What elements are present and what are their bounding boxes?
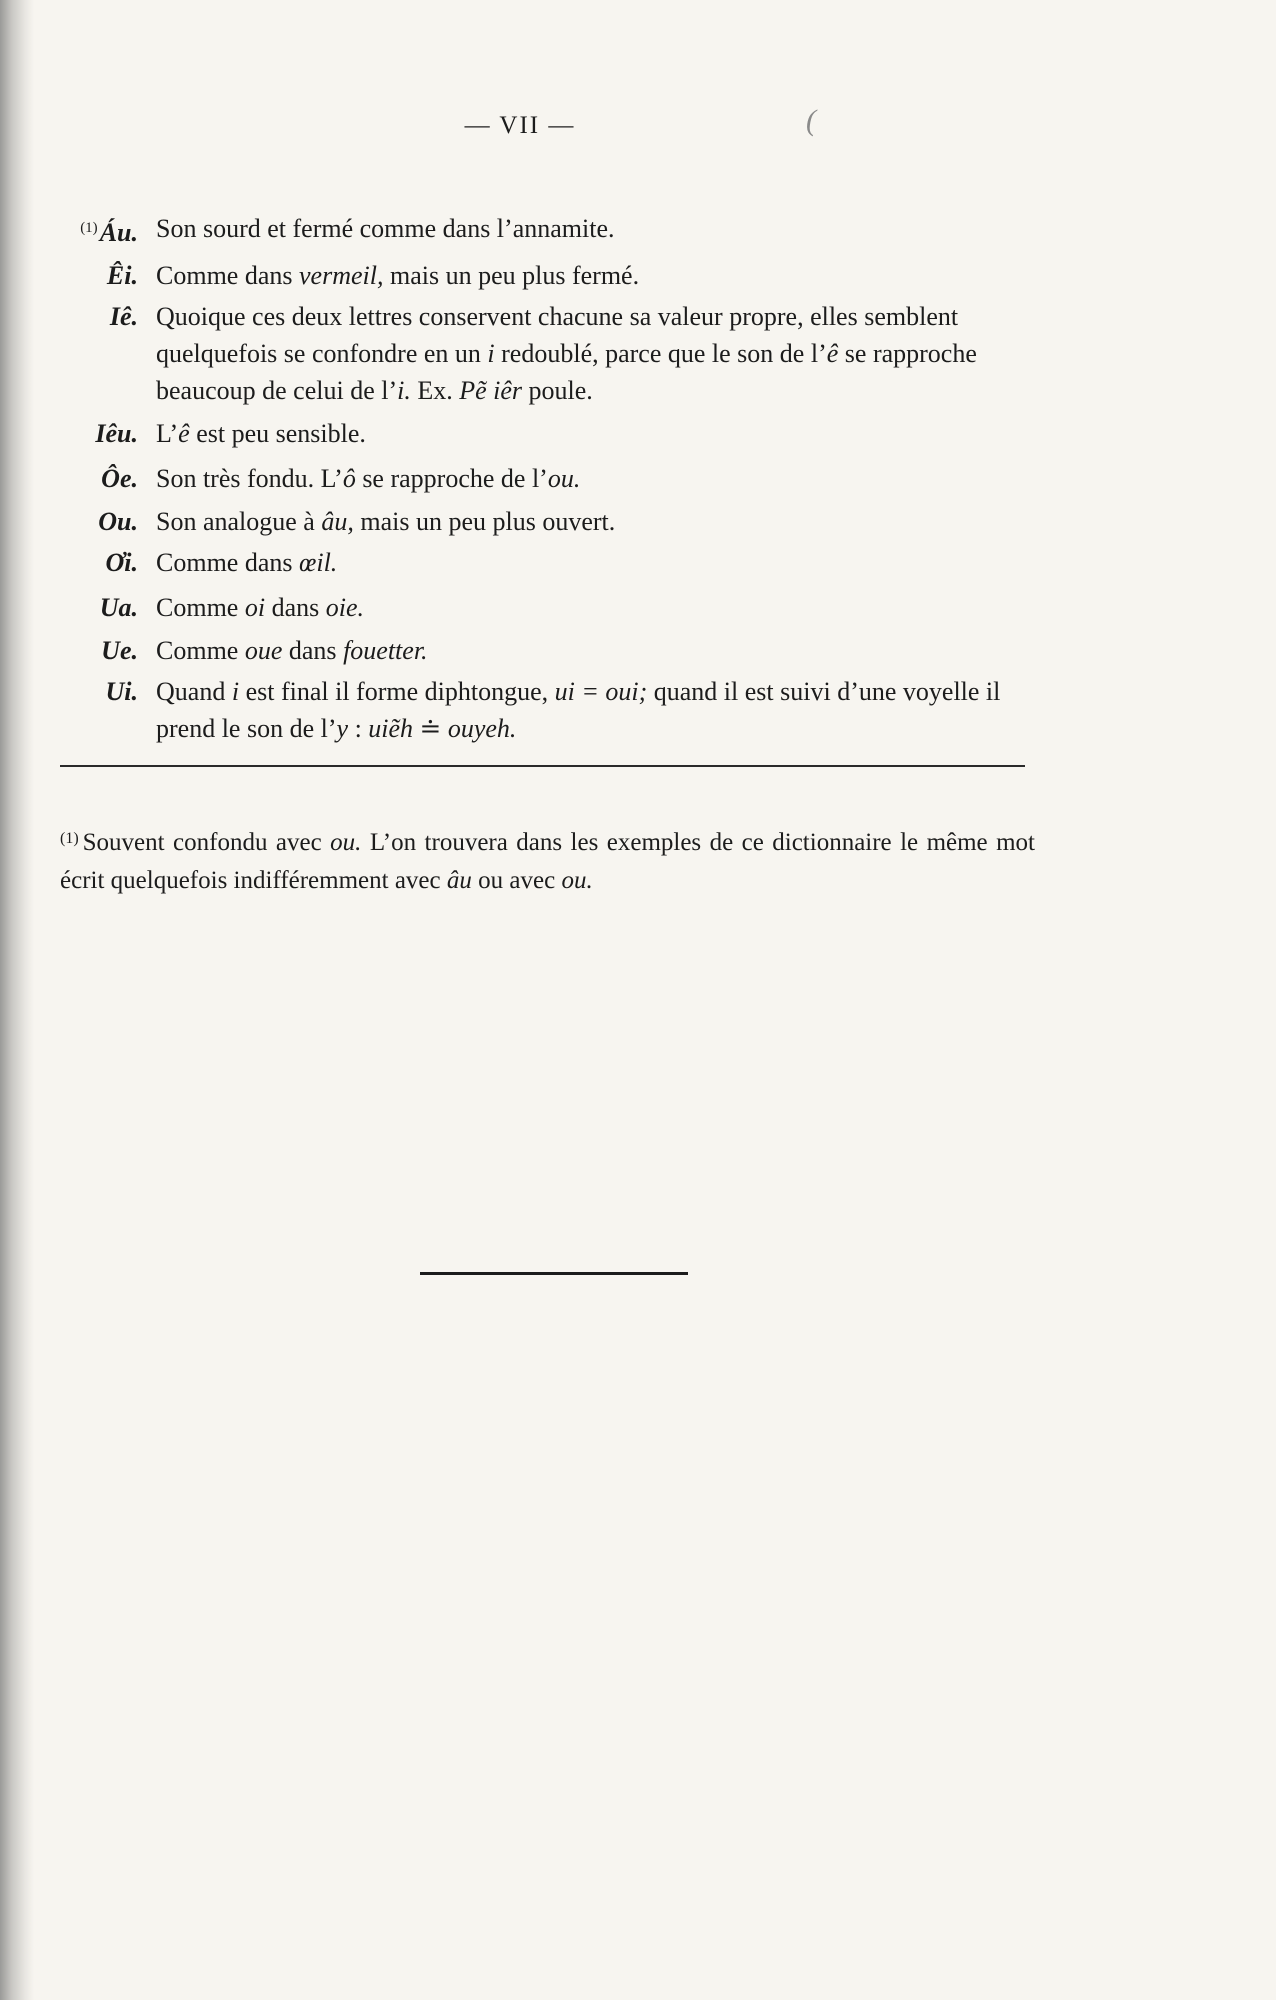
- entry-definition: Son très fondu. L’ô se rapproche de l’ou.: [156, 464, 581, 493]
- entry-definition: Comme oi dans oie.: [156, 593, 365, 622]
- entry-ie: [44, 298, 1034, 409]
- book-spine-shadow: [0, 0, 34, 2000]
- entry-definition: Comme dans œil.: [156, 548, 338, 577]
- entry-term: Ue.: [101, 636, 138, 665]
- entry-term: Ui.: [105, 677, 138, 706]
- entry-definition: Comme oue dans fouetter.: [156, 636, 428, 665]
- entry-ue: [44, 632, 1034, 669]
- entry-term: Ơi.: [105, 548, 138, 577]
- entry-definition: Quand i est final il forme diphtongue, ui = oui; quand il est suivi d’une voyelle il prend le son de l’y : uiẽh ≐ ouyeh.: [156, 677, 1001, 743]
- footnote-separator: [60, 765, 1025, 767]
- entry-definition: Comme dans vermeil, mais un peu plus fermé.: [156, 261, 640, 290]
- entry-ou: [44, 503, 1034, 540]
- entry-term: Ôe.: [101, 464, 138, 493]
- entry-ui: [44, 673, 1034, 747]
- footnote: $^{(1)}$ Souvent confondu avec ou. L’on trouvera dans les exemples de ce dictionnaire le même mot écrit quelquefois indifféremment avec âu ou avec ou.: [60, 829, 1035, 894]
- pencil-mark: (: [806, 104, 816, 137]
- entry-oe: [44, 460, 1034, 497]
- entry-definition: Quoique ces deux lettres conservent chacune sa valeur propre, elles semblent quelquefois se confondre en un i redoublé, parce que le son de l’ê se rapproche beaucoup de celui de l’i. Ex. Pẽ iêr poule.: [156, 302, 977, 405]
- entry-term: Ua.: [99, 593, 138, 622]
- entry-ua: [44, 589, 1034, 626]
- page-number: — VII —: [464, 112, 576, 139]
- entry-term: $^{(1)}$Áu.: [80, 218, 138, 247]
- entry-au: [44, 210, 1034, 251]
- footnote-ref: (1): [80, 220, 98, 236]
- entry-term: Iêu.: [95, 419, 138, 448]
- entry-term: Ou.: [98, 507, 138, 536]
- entry-ieu: [44, 415, 1034, 452]
- footnote-marker: (1): [60, 830, 79, 847]
- entry-definition: Son analogue à âu, mais un peu plus ouvert.: [156, 507, 616, 536]
- entry-term: Êi.: [106, 261, 138, 290]
- entry-definition: Son sourd et fermé comme dans l’annamite.: [156, 214, 615, 243]
- entry-ei: [44, 257, 1034, 294]
- entry-term: Iê.: [109, 302, 138, 331]
- pronunciation-list: [44, 210, 1034, 753]
- end-rule: [420, 1272, 688, 1275]
- entry-definition: L’ê est peu sensible.: [156, 419, 366, 448]
- entry-oi: [44, 544, 1034, 581]
